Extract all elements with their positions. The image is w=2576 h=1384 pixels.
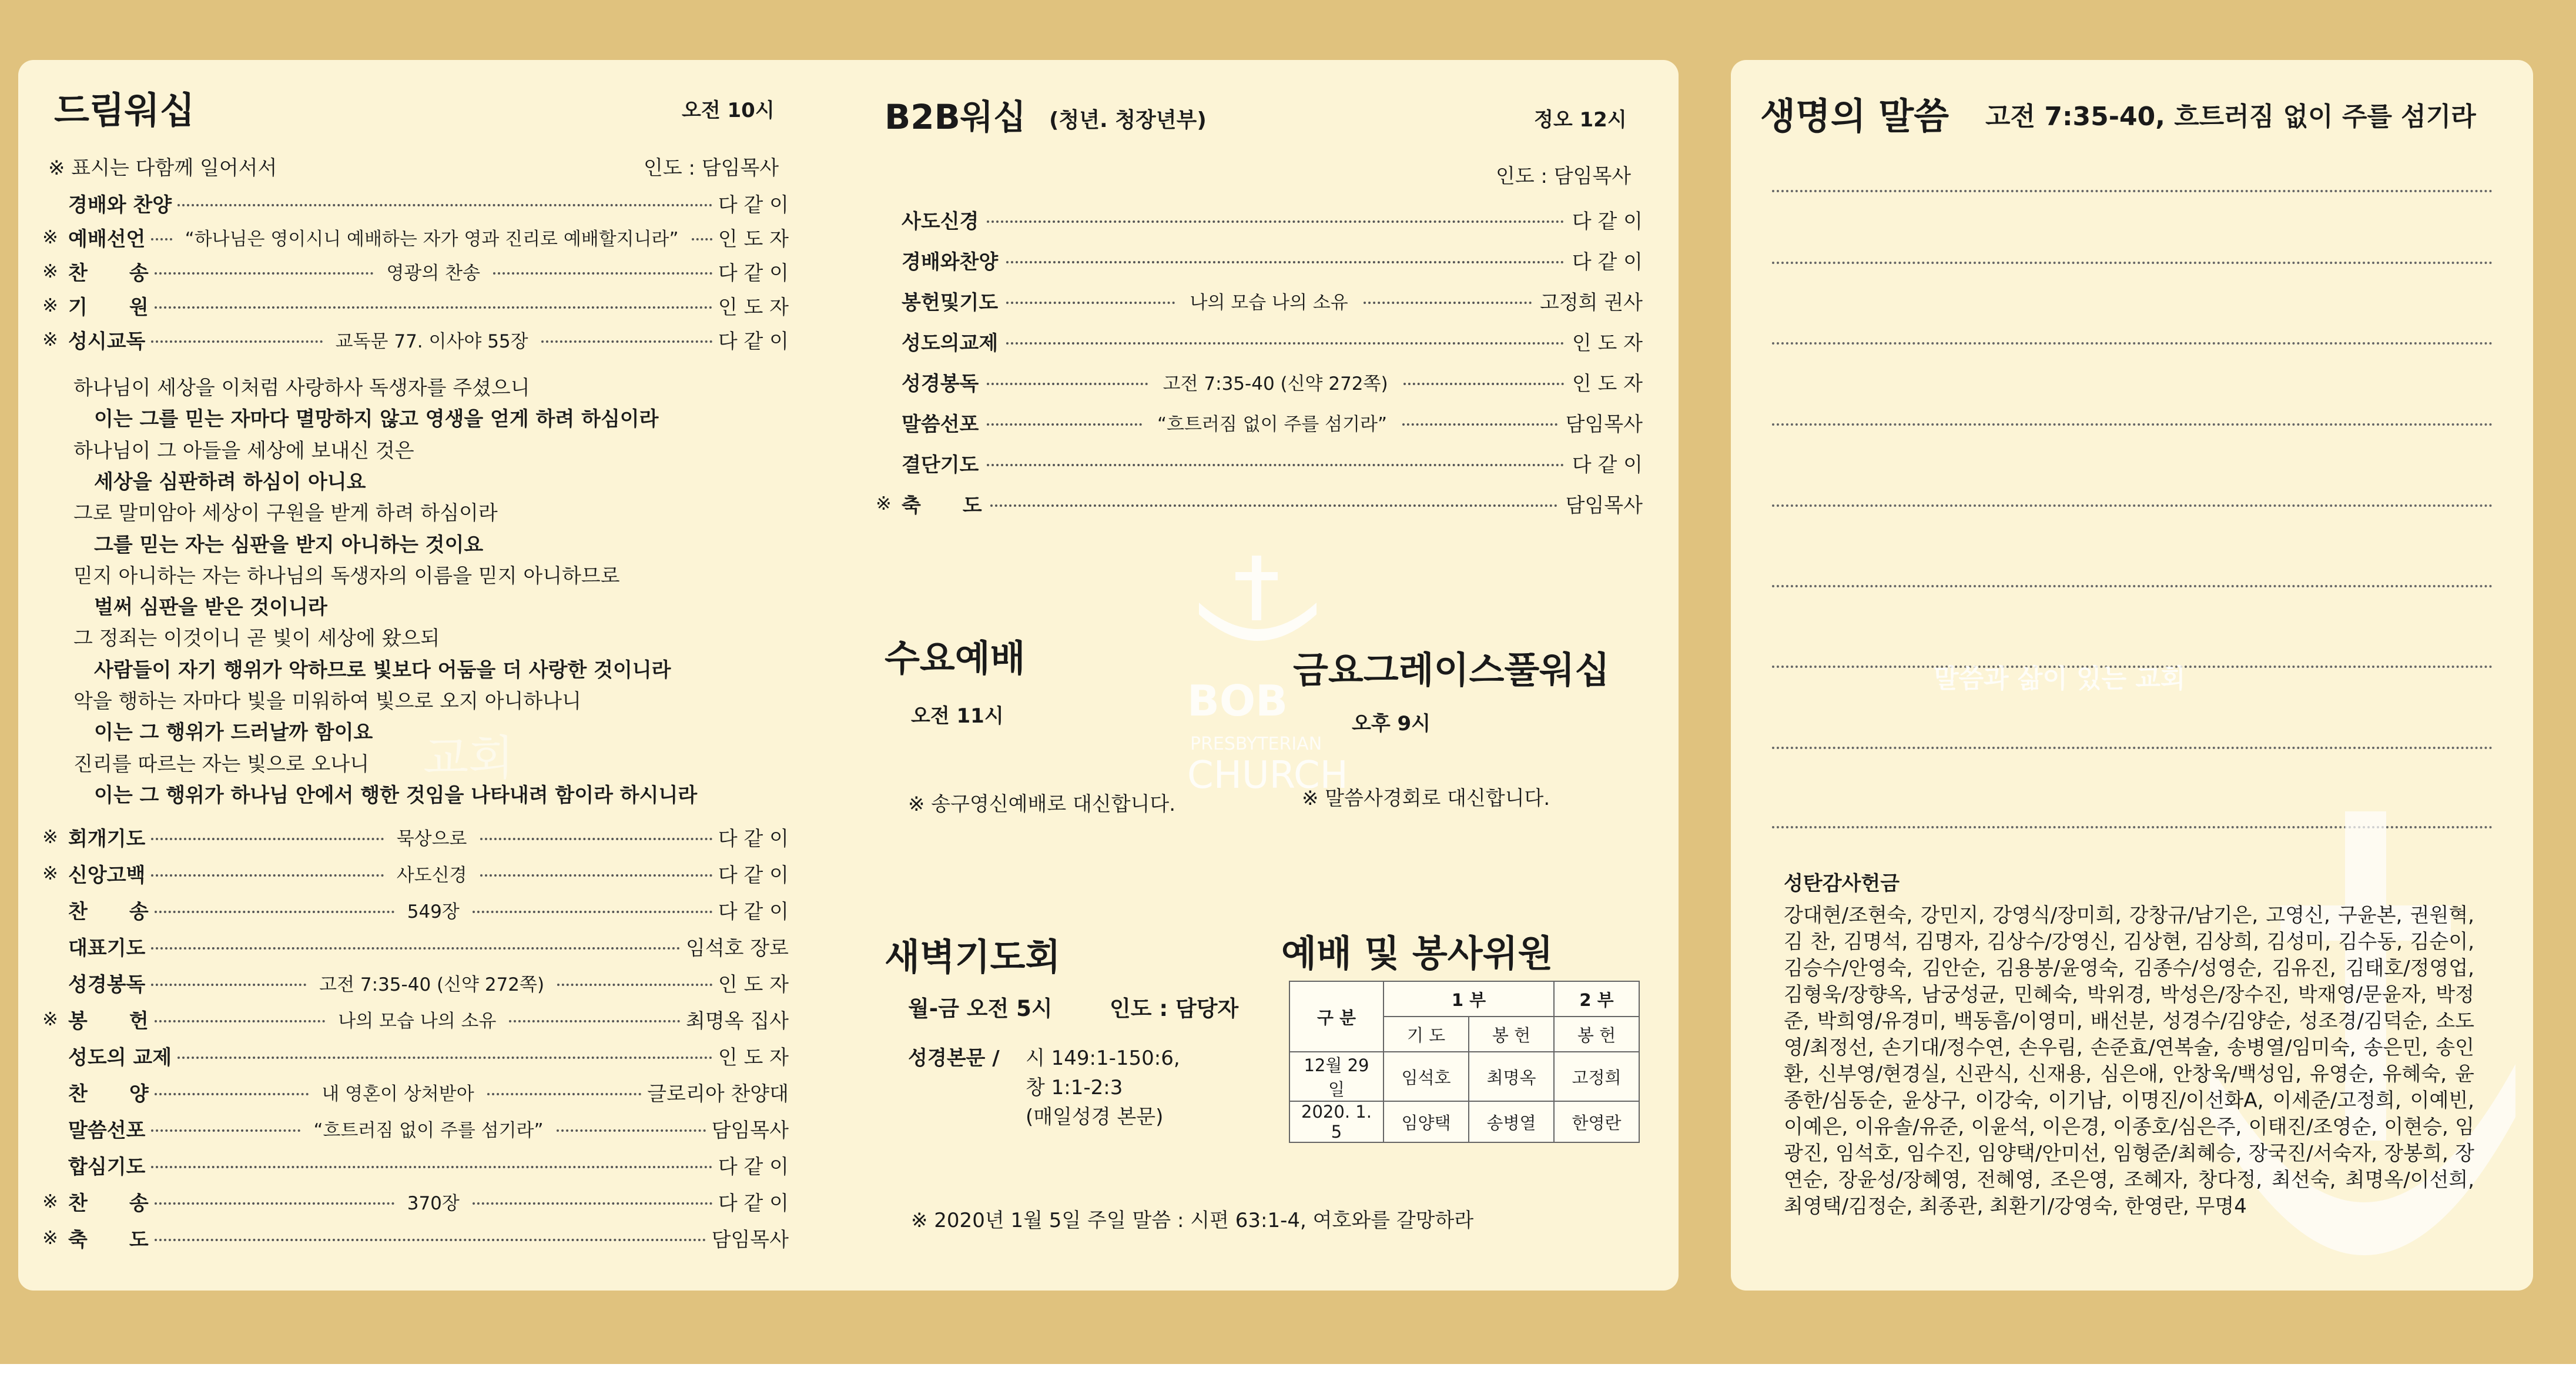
order-item-detail: “흐트러짐 없이 주를 섬기라” (306, 1115, 550, 1142)
sermon-notes-title: 생명의 말씀 (1760, 95, 1949, 138)
dawn-prayer-title: 새벽기도회 (885, 935, 1061, 978)
leader-dots (151, 340, 322, 343)
standing-mark: ※ (42, 862, 58, 884)
committee-cell: 송병열 (1469, 1101, 1554, 1142)
order-item-name: 예배선언 (68, 227, 146, 251)
order-row (876, 206, 1643, 233)
leader-dots (151, 238, 172, 240)
leader-dots (987, 464, 1563, 466)
order-item-leader: 인 도 자 (1572, 331, 1643, 355)
table-row (1289, 1101, 1639, 1142)
committee-sub-offering-2: 봉 헌 (1554, 1017, 1639, 1052)
committee-table (1289, 981, 1640, 1143)
dawn-text-line-1: 시 149:1-150:6, (1026, 1047, 1180, 1070)
order-item-detail: 나의 모습 나의 소유 (1183, 288, 1355, 314)
leader-dots (155, 306, 712, 309)
verse-line: 이는 그 행위가 드러날까 함이요 (94, 721, 373, 745)
thanks-offering-names: 강대현/조현숙, 강민지, 강영식/장미희, 강창규/남기은, 고영신, 구윤본, 권원혁, 김 찬, 김명석, 김명자, 김상수/강영신, 김상현, 김상희, 김성미, 김수동, 김순이, 김승수/안영숙, 김안순, 김용봉/윤영숙, 김종수/성영순, 김유진, 김태호/정영업, 김형욱/장향옥, 남궁성균, 민혜숙, 박위경, 박성은/장수진, 박재영/문윤자, 박정준, 박희영/유경미, 백동흠/이영미, 배선분, 성경수/김양순, 성조경/김덕순, 소도영/최정선, 손기대/정수연, 손우림, 손준효/연복술, 송병열/임미숙, 송은민, 송인환, 신부영/현경실, 신관식, 신재용, 심은애, 안창욱/백성임, 유영순, 유혜숙, 윤종한/심동순, 윤상구, 이강숙, 이기남, 이명진/이선화A, 이세준/고정희, 이예빈, 이예은, 이유솔/유준, 이윤석, 이은경, 이종호/심은주, 이태진/조영순, 이현승, 임광진, 임석호, 임수진, 임양택/안미선, 임형준/최혜승, 장국진/서숙자, 장봉희, 장연순, 장윤성/장혜영, 전혜영, 조은영, 조혜자, 창다정, 최선숙, 최명옥/이선희, 최영택/김정순, 최종관, 최환기/강영숙, 한영란, 무명4 (1784, 904, 2474, 1218)
order-row (42, 896, 789, 923)
verse-line: 사람들이 자기 행위가 악하므로 빛보다 어둠을 더 사랑한 것이니라 (94, 658, 671, 682)
committee-cell: 고정희 (1554, 1052, 1639, 1101)
order-row (876, 287, 1643, 314)
order-item-detail: 내 영혼이 상처받아 (314, 1079, 481, 1105)
table-row (1289, 1052, 1639, 1101)
next-sunday-sermon-note: ※ 2020년 1월 5일 주일 말씀 : 시편 63:1-4, 여호와를 갈망하라 (911, 1209, 1474, 1232)
order-item-leader: 인 도 자 (1572, 372, 1643, 396)
leader-dots (487, 1093, 642, 1095)
standing-mark: ※ (42, 328, 58, 350)
standing-mark: ※ (42, 1190, 58, 1212)
order-item-leader: 담임목사 (711, 1118, 789, 1142)
order-item-name: 말씀선포 (68, 1118, 146, 1142)
leader-dots (155, 1020, 326, 1022)
order-row (42, 1005, 789, 1032)
watermark-bob: BOB (1187, 676, 1288, 726)
order-item-name: 대표기도 (68, 936, 146, 960)
leader-dots (493, 272, 712, 275)
order-row (876, 246, 1643, 273)
order-item-leader: 다 같 이 (718, 900, 789, 924)
order-item-name: 사도신경 (902, 209, 979, 233)
leader-dots (987, 383, 1147, 385)
order-item-name: 합심기도 (68, 1155, 146, 1179)
friday-title: 금요그레이스풀워십 (1293, 648, 1610, 691)
dawn-text-line-2: 창 1:1-2:3 (1026, 1076, 1123, 1099)
order-row (42, 969, 789, 996)
b2b-worship-title: B2B워십 (885, 97, 1026, 137)
order-item-leader: 다 같 이 (1572, 250, 1643, 274)
leader-dots (155, 1093, 309, 1095)
leader-dots (1364, 302, 1532, 304)
note-line (1772, 585, 2493, 587)
leader-dots (155, 1202, 394, 1205)
order-row (42, 223, 789, 250)
order-item-leader: 다 같 이 (1572, 209, 1643, 233)
order-row (876, 368, 1643, 395)
order-item-name: 성시교독 (68, 329, 146, 353)
watermark-church: CHURCH (1187, 754, 1348, 797)
order-item-leader: 다 같 이 (718, 329, 789, 353)
leader-dots (1006, 342, 1564, 345)
leader-dots (151, 947, 680, 950)
order-item-name: 봉헌및기도 (902, 290, 999, 315)
cross-logo-icon (1193, 556, 1322, 644)
leader-dots (155, 272, 374, 275)
order-row (42, 326, 789, 353)
order-row (876, 449, 1643, 476)
sermon-notes-subtitle: 고전 7:35-40, 흐트러짐 없이 주를 섬기라 (1985, 102, 2476, 132)
committee-date: 12월 29일 (1289, 1052, 1384, 1101)
order-item-detail: 나의 모습 나의 소유 (331, 1006, 503, 1032)
leader-dots (155, 911, 394, 913)
order-item-name: 봉 헌 (68, 1009, 149, 1033)
order-row (42, 1151, 789, 1178)
order-item-detail: “하나님은 영이시니 예배하는 자가 영과 진리로 예배할지니라” (178, 224, 686, 250)
order-row (42, 1042, 789, 1069)
order-item-leader: 담임목사 (1565, 493, 1643, 517)
order-row (42, 1115, 789, 1142)
leader-dots (692, 238, 712, 240)
order-row (42, 1078, 789, 1105)
committee-group-1: 1 부 (1384, 981, 1554, 1017)
note-line (1772, 342, 2493, 345)
verse-line: 믿지 아니하는 자는 하나님의 독생자의 이름을 믿지 아니하므로 (73, 564, 620, 588)
order-item-name: 찬 송 (68, 261, 149, 285)
verse-line: 그를 믿는 자는 심판을 받지 아니하는 것이요 (94, 533, 484, 557)
leader-dots (177, 204, 712, 206)
standing-mark: ※ (42, 825, 58, 848)
order-item-name: 말씀선포 (902, 412, 979, 436)
note-line (1772, 504, 2493, 507)
order-item-detail: 549장 (400, 897, 467, 923)
note-line (1772, 747, 2493, 749)
verse-line: 그로 말미암아 세상이 구원을 받게 하려 하심이라 (73, 502, 498, 526)
b2b-worship-time: 정오 12시 (1534, 108, 1627, 132)
dream-standing-note: ※ 표시는 다함께 일어서서 (48, 156, 277, 180)
dawn-prayer-time: 월-금 오전 5시 (908, 996, 1053, 1021)
wednesday-note: ※ 송구영신예배로 대신합니다. (908, 793, 1176, 816)
order-row (876, 409, 1643, 436)
order-item-name: 경배와찬양 (902, 250, 999, 274)
order-item-leader: 다 같 이 (718, 863, 789, 887)
order-item-leader: 인 도 자 (718, 227, 789, 251)
leader-dots (987, 220, 1563, 223)
note-line (1772, 262, 2493, 264)
order-item-leader: 다 같 이 (718, 827, 789, 851)
order-item-leader: 담임목사 (1565, 412, 1643, 436)
order-item-leader: 다 같 이 (718, 1191, 789, 1215)
verse-line: 세상을 심판하려 하심이 아니요 (94, 470, 366, 494)
order-item-detail: 사도신경 (390, 860, 474, 887)
leader-dots (473, 911, 712, 913)
leader-dots (480, 838, 712, 840)
bottom-band (0, 1364, 2576, 1384)
dream-worship-time: 오전 10시 (682, 99, 775, 122)
verse-line: 하나님이 세상을 이처럼 사랑하사 독생자를 주셨으니 (73, 376, 530, 400)
wednesday-title: 수요예배 (885, 637, 1026, 680)
committee-cell: 한영란 (1554, 1101, 1639, 1142)
order-item-name: 경배와 찬양 (68, 193, 172, 217)
wednesday-time: 오전 11시 (911, 704, 1004, 728)
standing-mark: ※ (42, 1226, 58, 1249)
order-item-leader: 최명옥 집사 (685, 1009, 789, 1033)
leader-dots (155, 1239, 706, 1241)
order-item-detail: 고전 7:35-40 (신약 272쪽) (1156, 369, 1395, 395)
order-item-leader: 고정희 권사 (1539, 290, 1643, 315)
order-item-detail: 교독문 77. 이사야 55장 (329, 326, 535, 353)
order-item-leader: 다 같 이 (1572, 453, 1643, 477)
order-row (42, 1224, 789, 1251)
standing-mark: ※ (42, 294, 58, 316)
order-item-leader: 다 같 이 (718, 1155, 789, 1179)
verse-line: 이는 그 행위가 하나님 안에서 행한 것임을 나타내려 함이라 하시니라 (94, 783, 698, 807)
leader-dots (151, 874, 383, 877)
order-row (42, 258, 789, 285)
leader-dots (509, 1020, 680, 1022)
verse-line: 하나님이 그 아들을 세상에 보내신 것은 (73, 439, 414, 463)
leader-dots (473, 1202, 712, 1205)
leader-dots (990, 504, 1557, 507)
leader-dots (557, 1129, 706, 1132)
order-item-name: 성도의 교제 (68, 1045, 172, 1069)
right-watermark-text: 말씀과 삶이 있는 교회 (1934, 664, 2186, 694)
watermark-presbyterian: PRESBYTERIAN (1190, 734, 1322, 754)
committee-group-2: 2 부 (1554, 981, 1639, 1017)
order-row (42, 860, 789, 887)
order-item-leader: 인 도 자 (718, 1045, 789, 1069)
church-logo-watermark (1193, 556, 1322, 646)
order-item-name: 성도의교제 (902, 331, 999, 355)
order-item-name: 신앙고백 (68, 863, 146, 887)
leader-dots (151, 984, 306, 986)
verse-line: 악을 행하는 자마다 빛을 미워하여 빛으로 오지 아니하나니 (73, 690, 581, 713)
order-item-detail: 370장 (400, 1188, 467, 1215)
leader-dots (177, 1057, 712, 1059)
leader-dots (151, 838, 383, 840)
leader-dots (1006, 302, 1174, 304)
order-item-leader: 다 같 이 (718, 193, 789, 217)
order-row (42, 823, 789, 850)
order-item-name: 성경봉독 (902, 372, 979, 396)
verse-line: 벌써 심판을 받은 것이니라 (94, 596, 327, 620)
order-row (42, 1188, 789, 1215)
dawn-text-line-3: (매일성경 본문) (1026, 1105, 1164, 1129)
order-item-name: 찬 송 (68, 900, 149, 924)
order-item-name: 축 도 (902, 493, 982, 517)
order-item-name: 찬 양 (68, 1082, 149, 1106)
verse-line: 이는 그를 믿는 자마다 멸망하지 않고 영생을 얻게 하려 하심이라 (94, 407, 659, 432)
thanks-offering-title: 성탄감사헌금 (1784, 872, 1900, 895)
order-item-leader: 다 같 이 (718, 261, 789, 285)
committee-sub-offering: 봉 헌 (1469, 1017, 1554, 1052)
verse-line: 진리를 따르는 자는 빛으로 오나니 (73, 752, 370, 776)
dawn-prayer-leader: 인도 : 담당자 (1110, 996, 1239, 1021)
standing-mark: ※ (42, 226, 58, 248)
committee-cell: 임양택 (1384, 1101, 1469, 1142)
order-row (42, 189, 789, 216)
order-item-leader: 인 도 자 (718, 295, 789, 319)
standing-mark: ※ (42, 1008, 58, 1030)
note-line (1772, 423, 2493, 426)
friday-time: 오후 9시 (1352, 712, 1431, 736)
order-item-name: 축 도 (68, 1228, 149, 1252)
order-item-name: 기 원 (68, 295, 149, 319)
dream-worship-title: 드림워십 (54, 89, 195, 132)
note-line (1772, 190, 2493, 192)
order-item-leader: 임석호 장로 (685, 936, 789, 960)
order-item-detail: 영광의 찬송 (379, 258, 487, 285)
order-row (876, 327, 1643, 355)
verse-line: 그 정죄는 이것이니 곧 빛이 세상에 왔으되 (73, 627, 440, 651)
order-row (42, 292, 789, 319)
b2b-worship-subtitle: (청년. 청장년부) (1049, 108, 1207, 132)
committee-sub-prayer: 기 도 (1384, 1017, 1469, 1052)
order-item-detail: 고전 7:35-40 (신약 272쪽) (312, 970, 551, 996)
committee-header-col: 구 분 (1289, 981, 1384, 1052)
watermark-church-korean: 교회 (423, 731, 514, 785)
committee-cell: 임석호 (1384, 1052, 1469, 1101)
order-item-detail: “흐트러짐 없이 주를 섬기라” (1150, 409, 1394, 436)
friday-note: ※ 말씀사경회로 대신합니다. (1302, 787, 1550, 810)
dream-leader: 인도 : 담임목사 (644, 156, 779, 180)
committee-cell: 최명옥 (1469, 1052, 1554, 1101)
order-item-leader: 담임목사 (711, 1228, 789, 1252)
order-row (876, 490, 1643, 517)
standing-mark: ※ (42, 260, 58, 282)
order-item-leader: 인 도 자 (718, 972, 789, 997)
leader-dots (541, 340, 712, 343)
dawn-text-label: 성경본문 / (908, 1047, 1000, 1070)
leader-dots (1006, 261, 1564, 263)
order-item-name: 찬 송 (68, 1191, 149, 1215)
leader-dots (1403, 383, 1564, 385)
order-item-detail: 묵상으로 (390, 824, 474, 850)
order-item-name: 결단기도 (902, 453, 979, 477)
order-item-leader: 글로리아 찬양대 (647, 1082, 789, 1106)
leader-dots (557, 984, 712, 986)
order-item-name: 성경봉독 (68, 972, 146, 997)
leader-dots (1402, 423, 1557, 426)
leader-dots (987, 423, 1142, 426)
order-row (42, 932, 789, 960)
committee-title: 예배 및 봉사위원 (1281, 932, 1553, 975)
b2b-leader: 인도 : 담임목사 (1496, 165, 1632, 188)
leader-dots (480, 874, 712, 877)
committee-date: 2020. 1. 5 (1289, 1101, 1384, 1142)
standing-mark: ※ (876, 492, 892, 514)
order-item-name: 회개기도 (68, 827, 146, 851)
leader-dots (151, 1129, 300, 1132)
leader-dots (151, 1166, 712, 1168)
